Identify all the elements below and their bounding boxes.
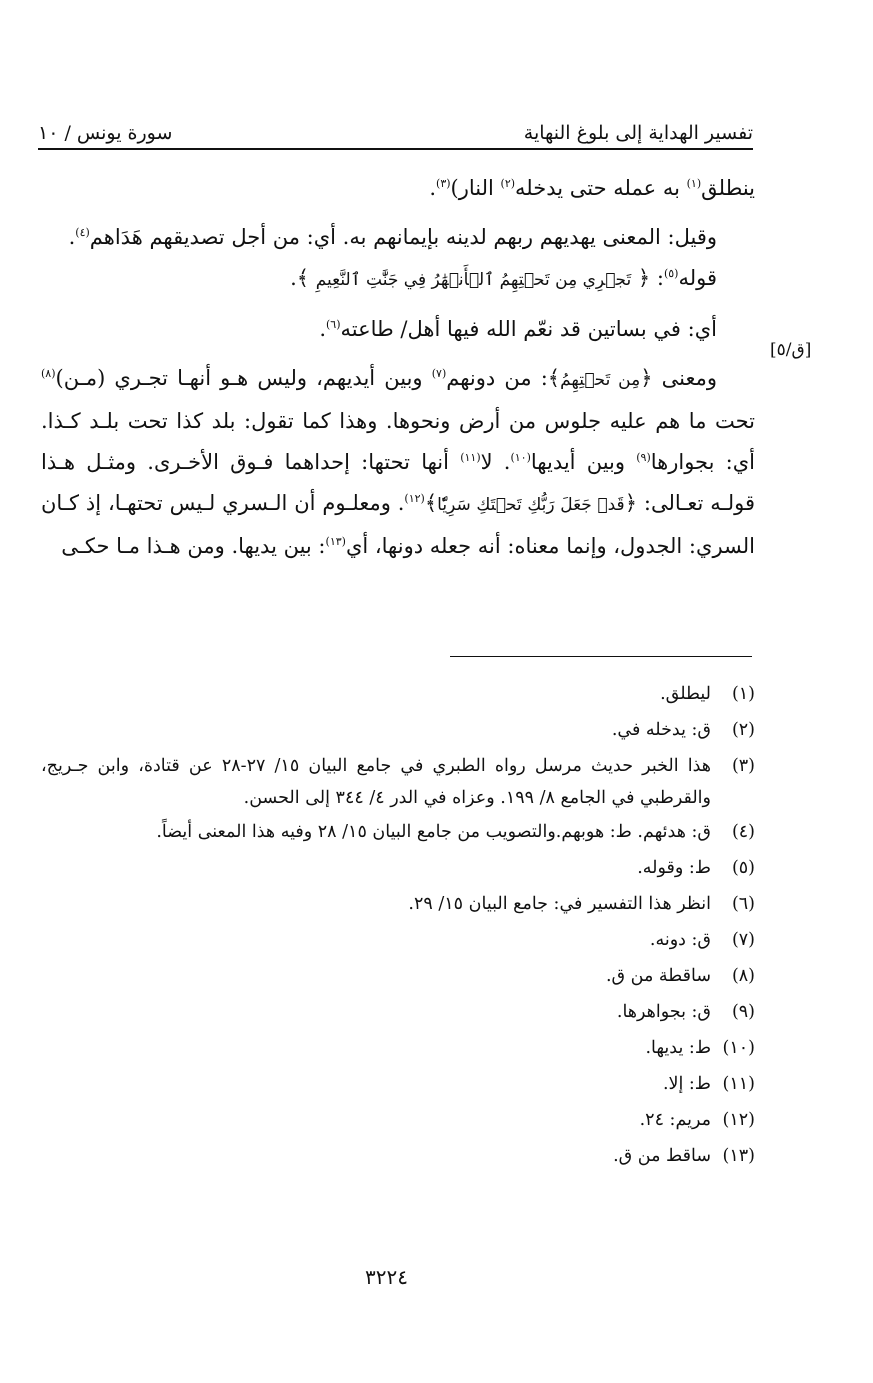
- quran-verse: تَجۡرِي مِن تَحۡتِهِمُ ٱلۡأَنۡهَٰرُ فِي جَنَّٰتِ ٱلنَّعِيمِ: [315, 270, 632, 290]
- footnote-text: ق: دونه.: [649, 930, 711, 950]
- footnote-ref[interactable]: (١٢): [404, 492, 425, 505]
- footnote-number: (١٣): [722, 1146, 755, 1166]
- footnote-item: [41, 1030, 755, 1066]
- footnote-ref[interactable]: (١١): [460, 451, 481, 464]
- footnote-ref[interactable]: (٦): [326, 318, 341, 331]
- footnote-ref[interactable]: (٤): [75, 226, 90, 239]
- footnote-text: هذا الخبر حديث مرسل رواه الطبري في جامع البيان ١٥/ ٢٧-٢٨ عن قتادة، وابن جـريج، والقرطبي في الجامع ٨/ ١٩٩. وعزاه في الدر ٤/ ٣٤٤ إلى الحسن.: [41, 756, 712, 808]
- footnote-number: (١٢): [722, 1110, 755, 1130]
- manuscript-folio-marker: [ق/٥]: [770, 340, 812, 360]
- paragraph-3: قوله$^{(٥)}$: ﴿ تَجۡرِي مِن تَحۡتِهِمُ ٱلۡأَنۡهَٰرُ فِي جَنَّٰتِ ٱلنَّعِيمِ ﴾.: [290, 266, 717, 290]
- footnote-item: [41, 1066, 755, 1102]
- paragraph-5: ومعنى ﴿مِن تَحۡتِهِمُ﴾: من دونهم$^{(٧)}$ وبين أيديهم، وليس هـو أنهـا تجـري (مـن)$^{(٨)}$ تحت ما هم عليه جلوس من أرض ونحوها. وهذا كما تقول: بلد كذا تحت بلـد كـذا. أي: بجوارها$^{(٩)}$ وبين أيديها$^{(١٠)}$. لا$^{(١١)}$ أنها تحتها: إحداهما فـوق الأخـرى. ومثـل هـذا قولـه تعـالى: ﴿قَدۡ جَعَلَ رَبُّكِ تَحۡتَكِ سَرِيّٗا﴾$^{(١٢)}$. ومعلـوم أن الـسري لـيس تحتهـا، إذ كـان السري: الجدول، وإنما معناه: أنه جعله دونها، أي$^{(١٣)}$: بين يديها. ومن هـذا مـا حكـى: [41, 366, 755, 558]
- footnote-ref[interactable]: (٧): [431, 367, 447, 380]
- footnote-item: [41, 748, 755, 814]
- footnote-text: ق: هدئهم. ط: هوبهم.والتصويب من جامع البيان ١٥/ ٢٨ وفيه هذا المعنى أيضاً.: [156, 822, 711, 842]
- footnote-item: [41, 814, 755, 850]
- footnote-number: (١): [731, 684, 755, 704]
- main-text: [41, 168, 755, 567]
- footnote-item: [41, 1102, 755, 1138]
- footnote-text: ساقط من ق.: [613, 1146, 711, 1166]
- quran-verse: قَدۡ جَعَلَ رَبُّكِ تَحۡتَكِ سَرِيّٗا: [437, 495, 625, 515]
- footnote-item: [41, 922, 755, 958]
- footnote-number: (١٠): [722, 1038, 755, 1058]
- footnote-ref[interactable]: (٥): [663, 267, 679, 280]
- footnote-text: ط: إلا.: [662, 1074, 711, 1094]
- running-header: [38, 112, 753, 144]
- footnote-ref[interactable]: (٨): [41, 367, 56, 380]
- footnote-item: [41, 850, 755, 886]
- footnote-ref[interactable]: (١): [686, 177, 702, 190]
- footnote-number: (٨): [731, 966, 755, 986]
- footnote-ref[interactable]: (١٣): [325, 535, 346, 548]
- footnote-text: ط: يديها.: [645, 1038, 711, 1058]
- footnote-item: [41, 1138, 755, 1174]
- footnote-text: ق: بجواهرها.: [616, 1002, 711, 1022]
- footnote-ref[interactable]: (٢): [500, 177, 516, 190]
- paragraph-4: أي: في بساتين قد نعّم الله فيها أهل/ طاعته$^{(٦)}$.: [319, 317, 717, 341]
- footnote-text: مريم: ٢٤.: [639, 1110, 711, 1130]
- footnote-text: ليطلق.: [660, 684, 711, 704]
- page-number: ٣٢٢٤: [365, 1265, 408, 1289]
- footnote-ref[interactable]: (٩): [636, 451, 651, 464]
- footnote-number: (٧): [731, 930, 755, 950]
- page-number-container: [0, 1265, 873, 1289]
- footnote-number: (٦): [731, 894, 755, 914]
- book-title: تفسير الهداية إلى بلوغ النهاية: [523, 122, 753, 144]
- footnote-item: [41, 712, 755, 748]
- footnote-number: (١١): [722, 1074, 755, 1094]
- footnote-item: [41, 886, 755, 922]
- quran-verse: مِن تَحۡتِهِمُ: [560, 370, 641, 390]
- footnote-ref[interactable]: (٣): [436, 177, 451, 190]
- footnote-text: ق: يدخله في.: [611, 720, 711, 740]
- footnote-separator: [450, 656, 752, 657]
- footnote-number: (٩): [731, 1002, 755, 1022]
- footnote-ref[interactable]: (١٠): [510, 451, 531, 464]
- paragraph-2: وقيل: المعنى يهديهم ربهم لدينه بإيمانهم به. أي: من أجل تصديقهم هَدَاهم$^{(٤)}$.: [68, 225, 717, 249]
- paragraph-1: ينطلق$^{(١)}$ به عمله حتى يدخله$^{(٢)}$ النار)$^{(٣)}$.: [429, 176, 755, 200]
- surah-label: سورة يونس / ١٠: [38, 122, 173, 144]
- footnote-number: (٤): [731, 822, 755, 842]
- footnote-text: ساقطة من ق.: [605, 966, 711, 986]
- footnote-item: [41, 676, 755, 712]
- footnote-text: انظر هذا التفسير في: جامع البيان ١٥/ ٢٩.: [408, 894, 711, 914]
- footnote-text: ط: وقوله.: [637, 858, 711, 878]
- header-rule: [38, 148, 753, 150]
- footnote-number: (٥): [731, 858, 755, 878]
- footnote-item: [41, 994, 755, 1030]
- footnote-number: (٢): [731, 720, 755, 740]
- footnote-number: (٣): [731, 756, 755, 776]
- footnote-item: [41, 958, 755, 994]
- footnotes-list: [41, 676, 755, 1174]
